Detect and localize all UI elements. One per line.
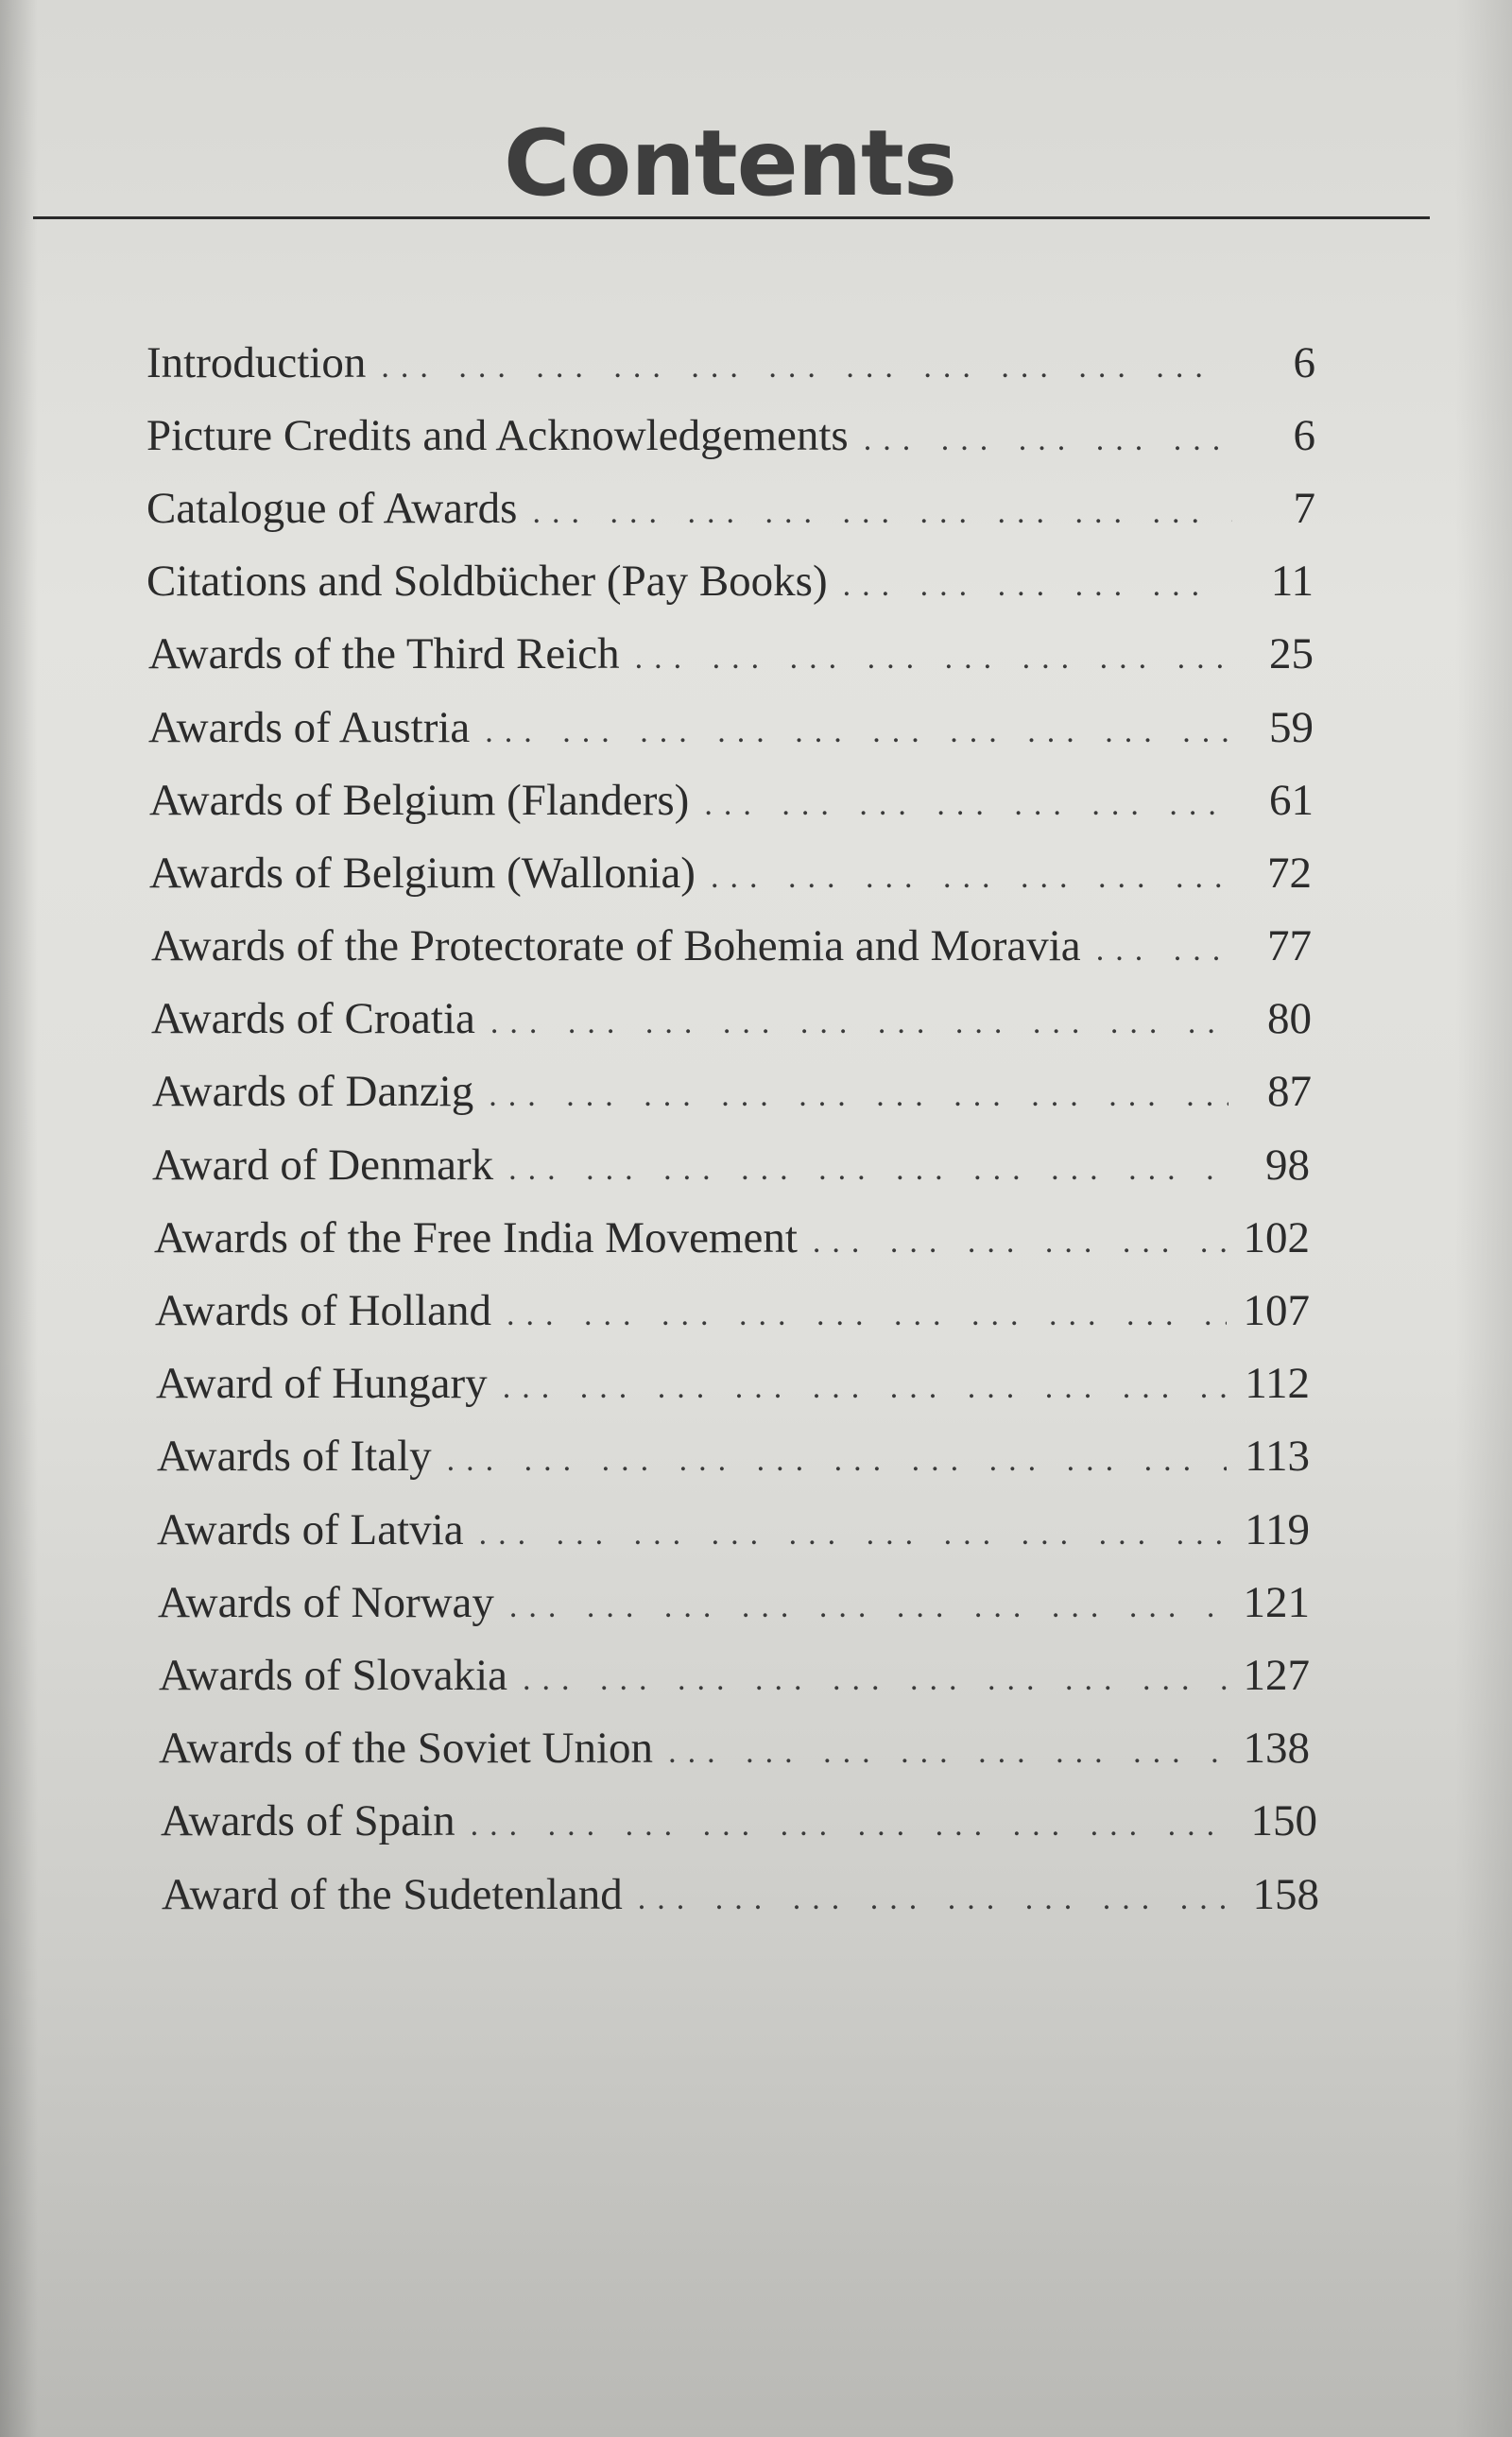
toc-entry xyxy=(0,1712,1310,1785)
toc-entry-page-number: 107 xyxy=(1243,1286,1310,1336)
toc-dot-leader xyxy=(509,1582,1227,1623)
toc-entry-page-number: 6 xyxy=(1293,410,1315,460)
toc-entry xyxy=(0,1201,1310,1274)
toc-entry xyxy=(0,764,1314,836)
toc-entry xyxy=(0,983,1312,1055)
toc-dot-leader xyxy=(843,560,1230,602)
toc-dot-leader xyxy=(635,633,1230,675)
toc-entry xyxy=(0,1128,1310,1201)
toc-entry-title: Awards of Austria xyxy=(148,702,471,752)
toc-entry-title: Catalogue of Awards xyxy=(146,483,518,533)
toc-dot-leader xyxy=(668,1727,1227,1769)
toc-entry xyxy=(0,836,1312,909)
toc-entry-page-number: 59 xyxy=(1269,702,1314,752)
toc-entry-page-number: 150 xyxy=(1250,1796,1317,1846)
toc-entry-title: Awards of the Third Reich xyxy=(148,629,620,679)
toc-dot-leader xyxy=(523,1655,1227,1696)
toc-entry-page-number: 25 xyxy=(1269,629,1314,679)
toc-entry-title: Awards of Latvia xyxy=(157,1504,464,1554)
toc-entry-page-number: 121 xyxy=(1243,1577,1310,1627)
title-rule xyxy=(33,216,1430,219)
toc-entry-title: Award of Hungary xyxy=(156,1359,488,1409)
toc-entry-page-number: 7 xyxy=(1293,483,1315,533)
toc-entry xyxy=(0,1347,1310,1420)
toc-dot-leader xyxy=(485,707,1230,748)
table-of-contents xyxy=(0,326,1512,1931)
toc-entry-title: Awards of Holland xyxy=(155,1286,491,1336)
toc-entry-page-number: 112 xyxy=(1245,1359,1310,1409)
toc-entry-page-number: 80 xyxy=(1267,994,1312,1044)
toc-dot-leader xyxy=(1096,925,1228,967)
toc-entry xyxy=(0,399,1315,472)
toc-entry-title: Awards of Croatia xyxy=(151,994,475,1044)
toc-dot-leader xyxy=(490,998,1228,1039)
toc-entry-title: Awards of Italy xyxy=(157,1432,432,1482)
toc-entry-page-number: 61 xyxy=(1269,775,1314,825)
toc-entry-title: Awards of Danzig xyxy=(152,1067,474,1117)
toc-entry-page-number: 11 xyxy=(1270,557,1314,607)
toc-entry-page-number: 127 xyxy=(1243,1650,1310,1700)
toc-entry-page-number: 72 xyxy=(1267,848,1312,898)
toc-entry-title: Awards of the Protectorate of Bohemia and Moravia xyxy=(151,921,1081,971)
toc-entry-title: Awards of Norway xyxy=(158,1577,494,1627)
toc-entry-title: Picture Credits and Acknowledgements xyxy=(146,410,849,460)
toc-entry-title: Introduction xyxy=(146,337,367,387)
toc-dot-leader xyxy=(813,1217,1227,1259)
toc-entry-page-number: 138 xyxy=(1243,1724,1310,1774)
toc-dot-leader xyxy=(507,1290,1227,1331)
toc-entry xyxy=(0,910,1312,983)
toc-dot-leader xyxy=(638,1874,1236,1915)
toc-dot-leader xyxy=(864,415,1232,456)
toc-entry xyxy=(0,545,1314,618)
toc-entry xyxy=(0,1785,1317,1858)
toc-entry xyxy=(0,1639,1310,1711)
toc-entry xyxy=(0,1566,1310,1639)
toc-entry-page-number: 98 xyxy=(1265,1140,1310,1190)
toc-entry-page-number: 87 xyxy=(1267,1067,1312,1117)
toc-entry xyxy=(0,326,1315,399)
toc-entry-page-number: 158 xyxy=(1252,1869,1319,1919)
toc-entry xyxy=(0,618,1314,691)
toc-entry xyxy=(0,1493,1310,1566)
toc-dot-leader xyxy=(711,852,1228,894)
toc-entry xyxy=(0,1055,1312,1128)
toc-dot-leader xyxy=(503,1363,1227,1404)
toc-dot-leader xyxy=(479,1509,1227,1551)
toc-entry-title: Awards of Spain xyxy=(161,1796,455,1846)
toc-entry-title: Award of the Sudetenland xyxy=(162,1869,623,1919)
toc-entry-page-number: 77 xyxy=(1267,921,1312,971)
toc-entry-page-number: 119 xyxy=(1245,1504,1310,1554)
toc-dot-leader xyxy=(471,1800,1234,1842)
toc-entry-title: Awards of Belgium (Flanders) xyxy=(149,775,690,825)
toc-entry xyxy=(0,1274,1310,1347)
toc-entry-title: Awards of the Soviet Union xyxy=(159,1724,654,1774)
toc-dot-leader xyxy=(508,1144,1227,1186)
toc-dot-leader xyxy=(704,780,1230,821)
toc-entry-title: Awards of Slovakia xyxy=(159,1650,508,1700)
toc-entry xyxy=(0,472,1315,544)
toc-entry-page-number: 102 xyxy=(1243,1212,1310,1262)
toc-entry-title: Awards of Belgium (Wallonia) xyxy=(149,848,696,898)
toc-entry-page-number: 6 xyxy=(1293,337,1315,387)
page-title: Contents xyxy=(503,111,957,216)
toc-dot-leader xyxy=(447,1435,1227,1477)
toc-entry-title: Award of Denmark xyxy=(152,1140,494,1190)
toc-entry xyxy=(0,1858,1319,1931)
toc-dot-leader xyxy=(381,342,1232,384)
toc-dot-leader xyxy=(489,1071,1228,1112)
toc-entry xyxy=(0,691,1314,764)
toc-dot-leader xyxy=(532,488,1232,529)
toc-entry-title: Citations and Soldbücher (Pay Books) xyxy=(146,557,828,607)
toc-entry-title: Awards of the Free India Movement xyxy=(154,1212,798,1262)
toc-entry-page-number: 113 xyxy=(1245,1432,1310,1482)
toc-entry xyxy=(0,1420,1310,1493)
